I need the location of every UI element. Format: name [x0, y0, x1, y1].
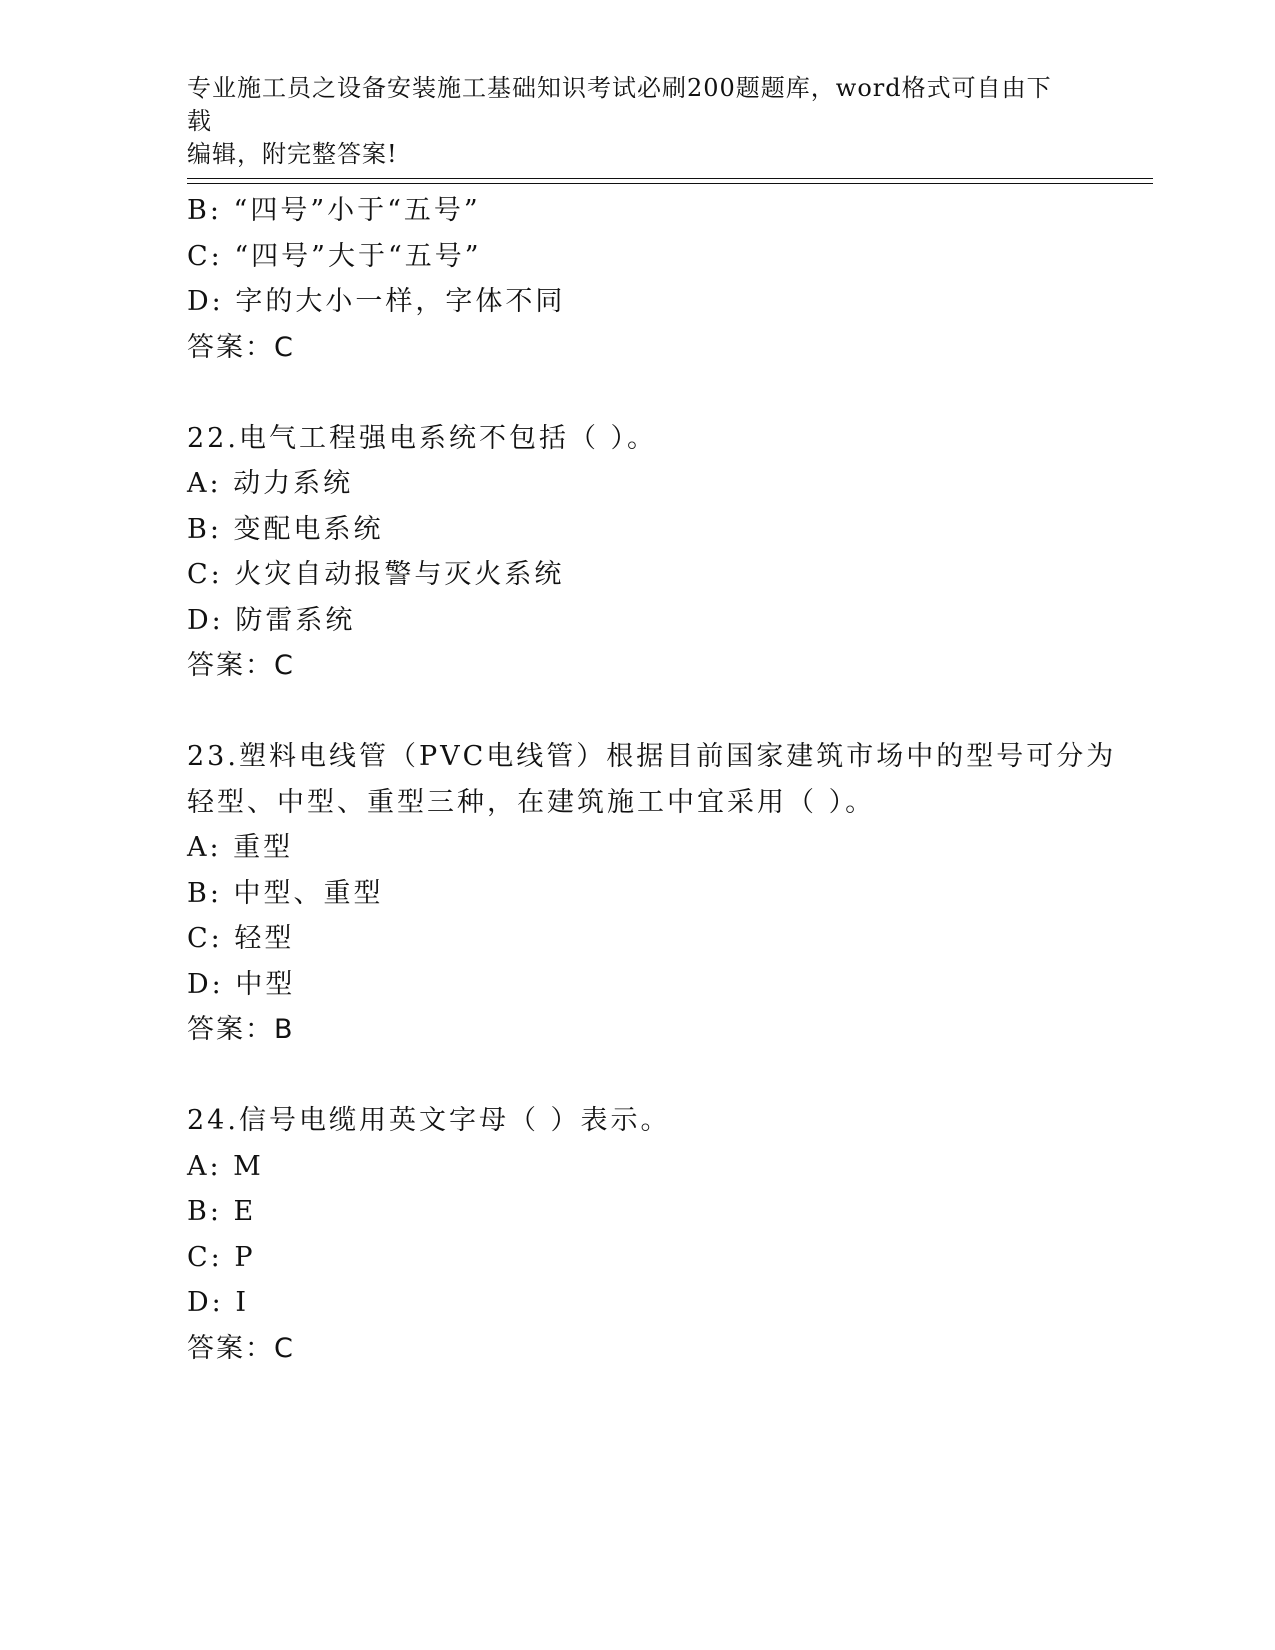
option-c: C: P [187, 1241, 256, 1273]
question-list [187, 188, 1117, 1371]
option-b: B: 中型、重型 [187, 877, 384, 909]
option-d: D: 防雷系统 [187, 604, 356, 636]
header-divider-top [187, 178, 1153, 179]
header-divider-bottom [187, 183, 1153, 184]
option-a: A: 动力系统 [187, 468, 354, 499]
question-23 [187, 734, 1117, 1053]
question-stem-line-2: 轻型、中型、重型三种，在建筑施工中宜采用（ ）。 [187, 786, 876, 818]
option-c: C: 火灾自动报警与灭火系统 [187, 559, 565, 590]
question-21 [187, 188, 1087, 370]
spacer [187, 689, 1087, 735]
header-line-1: 专业施工员之设备安装施工基础知识考试必刷200题题库，word格式可自由下载 [187, 74, 1052, 135]
answer-line: 答案：C [187, 650, 295, 681]
option-c: C: “四号”大于“五号” [187, 240, 482, 272]
answer-line: 答案：C [187, 1332, 295, 1364]
option-d: D: 字的大小一样，字体不同 [187, 286, 566, 317]
option-d: D: 中型 [187, 968, 296, 1000]
option-c: C: 轻型 [187, 923, 295, 954]
spacer [187, 370, 1087, 416]
question-22 [187, 416, 1087, 689]
question-stem: 22.电气工程强电系统不包括（ ）。 [187, 422, 658, 454]
option-b: B: “四号”小于“五号” [187, 195, 481, 226]
option-a: A: 重型 [187, 832, 294, 863]
option-b: B: 变配电系统 [187, 513, 384, 545]
header-line-2: 编辑，附完整答案! [187, 140, 398, 168]
answer-line: 答案：C [187, 331, 295, 363]
option-b: B: E [187, 1196, 257, 1227]
option-a: A: M [187, 1150, 264, 1182]
question-stem: 24.信号电缆用英文字母（ ）表示。 [187, 1105, 671, 1136]
option-d: D: I [187, 1287, 249, 1318]
question-stem-line-1: 23.塑料电线管（PVC电线管）根据目前国家建筑市场中的型号可分为 [187, 741, 1117, 772]
spacer [187, 1053, 1087, 1099]
question-24 [187, 1098, 1087, 1371]
document-header [187, 72, 1067, 171]
answer-line: 答案：B [187, 1014, 295, 1045]
